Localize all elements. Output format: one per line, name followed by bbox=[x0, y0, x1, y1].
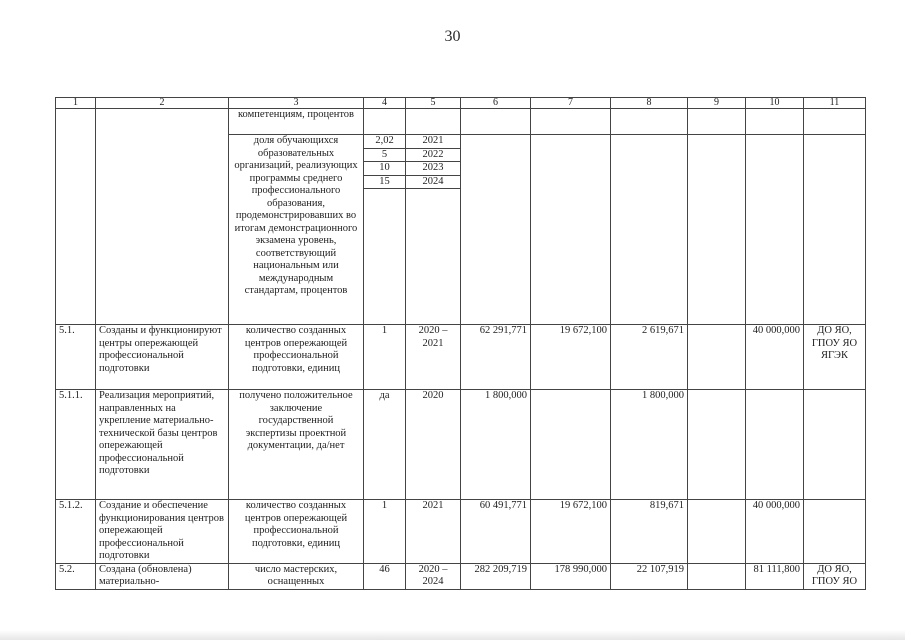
amount-cell bbox=[688, 563, 746, 589]
value-cell: 1 bbox=[364, 325, 406, 390]
amount-cell: 19 672,100 bbox=[531, 500, 611, 564]
amount-cell bbox=[688, 325, 746, 390]
row-name-cell: Создана (обновлена) материально- bbox=[96, 563, 229, 589]
amount-cell: 40 000,000 bbox=[746, 500, 804, 564]
years-cell: 2024 bbox=[406, 175, 461, 189]
value-cell: 46 bbox=[364, 563, 406, 589]
value-cell bbox=[364, 109, 406, 135]
amount-cell: 22 107,919 bbox=[611, 563, 688, 589]
amount-cell bbox=[746, 390, 804, 500]
column-number: 4 bbox=[364, 98, 406, 109]
amount-cell bbox=[688, 109, 746, 135]
value-cell: 15 bbox=[364, 175, 406, 189]
amount-cell bbox=[531, 109, 611, 135]
row-name-cell: Создание и обеспечение функционирования центров опережающей профессиональной подготовки bbox=[96, 500, 229, 564]
amount-cell bbox=[746, 135, 804, 325]
amount-cell: 1 800,000 bbox=[461, 390, 531, 500]
table-row bbox=[56, 325, 866, 390]
column-number: 2 bbox=[96, 98, 229, 109]
column-number: 5 bbox=[406, 98, 461, 109]
years-cell: 2020 – 2024 bbox=[406, 563, 461, 589]
indicator-cell: получено положительное заключение государственной экспертизы проектной документации, да/нет bbox=[229, 390, 364, 500]
amount-cell: 819,671 bbox=[611, 500, 688, 564]
amount-cell bbox=[611, 109, 688, 135]
responsible-cell bbox=[804, 109, 866, 135]
amount-cell: 2 619,671 bbox=[611, 325, 688, 390]
responsible-cell bbox=[804, 390, 866, 500]
amount-cell: 81 111,800 bbox=[746, 563, 804, 589]
responsible-cell bbox=[804, 500, 866, 564]
years-cell: 2021 bbox=[406, 135, 461, 149]
amount-cell bbox=[461, 135, 531, 325]
page-number: 30 bbox=[444, 28, 461, 45]
table-row bbox=[56, 109, 866, 135]
row-number-cell: 5.1.1. bbox=[56, 390, 96, 500]
amount-cell: 1 800,000 bbox=[611, 390, 688, 500]
column-number: 3 bbox=[229, 98, 364, 109]
column-number: 6 bbox=[461, 98, 531, 109]
years-cell: 2022 bbox=[406, 148, 461, 162]
row-name-cell: Реализация мероприятий, направленных на укрепление материально-технической базы центров опережающей профессиональной подготовки bbox=[96, 390, 229, 500]
row-number-cell bbox=[56, 109, 96, 325]
table-row bbox=[56, 563, 866, 589]
column-number: 10 bbox=[746, 98, 804, 109]
value-cell: да bbox=[364, 390, 406, 500]
years-cell: 2021 bbox=[406, 500, 461, 564]
column-number-row bbox=[56, 98, 866, 109]
value-cell: 10 bbox=[364, 162, 406, 176]
amount-cell bbox=[688, 135, 746, 325]
row-name-cell bbox=[96, 109, 229, 325]
amount-cell: 178 990,000 bbox=[531, 563, 611, 589]
value-cell: 5 bbox=[364, 148, 406, 162]
indicator-cell: число мастерских, оснащенных bbox=[229, 563, 364, 589]
amount-cell bbox=[611, 135, 688, 325]
amount-cell bbox=[531, 135, 611, 325]
amount-cell: 19 672,100 bbox=[531, 325, 611, 390]
value-cell: 1 bbox=[364, 500, 406, 564]
column-number: 8 bbox=[611, 98, 688, 109]
scan-edge bbox=[0, 630, 905, 640]
column-number: 11 bbox=[804, 98, 866, 109]
amount-cell: 282 209,719 bbox=[461, 563, 531, 589]
column-number: 1 bbox=[56, 98, 96, 109]
years-cell: 2020 bbox=[406, 390, 461, 500]
amount-cell bbox=[688, 390, 746, 500]
indicator-cell: количество созданных центров опережающей профессиональной подготовки, единиц bbox=[229, 325, 364, 390]
responsible-cell: ДО ЯО, ГПОУ ЯО bbox=[804, 563, 866, 589]
amount-cell: 60 491,771 bbox=[461, 500, 531, 564]
row-number-cell: 5.1. bbox=[56, 325, 96, 390]
indicator-cell: количество созданных центров опережающей профессиональной подготовки, единиц bbox=[229, 500, 364, 564]
years-cell: 2020 – 2021 bbox=[406, 325, 461, 390]
amount-cell: 40 000,000 bbox=[746, 325, 804, 390]
indicator-cell: доля обучающихся образовательных организаций, реализующих программы среднего профессионального образования, продемонстрировавших во итогам демонстрационного экзамена уровень, соответствующий национальным или международным стандартам, процентов bbox=[229, 135, 364, 325]
row-number-cell: 5.2. bbox=[56, 563, 96, 589]
column-number: 9 bbox=[688, 98, 746, 109]
amount-cell: 62 291,771 bbox=[461, 325, 531, 390]
amount-cell bbox=[746, 109, 804, 135]
amount-cell bbox=[688, 500, 746, 564]
indicator-cell: компетенциям, процентов bbox=[229, 109, 364, 135]
table-row bbox=[56, 390, 866, 500]
value-cell: 2,02 bbox=[364, 135, 406, 149]
amount-cell bbox=[461, 109, 531, 135]
years-cell bbox=[406, 109, 461, 135]
years-cell bbox=[406, 189, 461, 325]
column-number: 7 bbox=[531, 98, 611, 109]
value-cell bbox=[364, 189, 406, 325]
amount-cell bbox=[531, 390, 611, 500]
years-cell: 2023 bbox=[406, 162, 461, 176]
responsible-cell bbox=[804, 135, 866, 325]
row-name-cell: Созданы и функционируют центры опережающей профессиональной подготовки bbox=[96, 325, 229, 390]
table-row bbox=[56, 500, 866, 564]
responsible-cell: ДО ЯО, ГПОУ ЯО ЯГЭК bbox=[804, 325, 866, 390]
row-number-cell: 5.1.2. bbox=[56, 500, 96, 564]
program-table bbox=[55, 97, 866, 590]
